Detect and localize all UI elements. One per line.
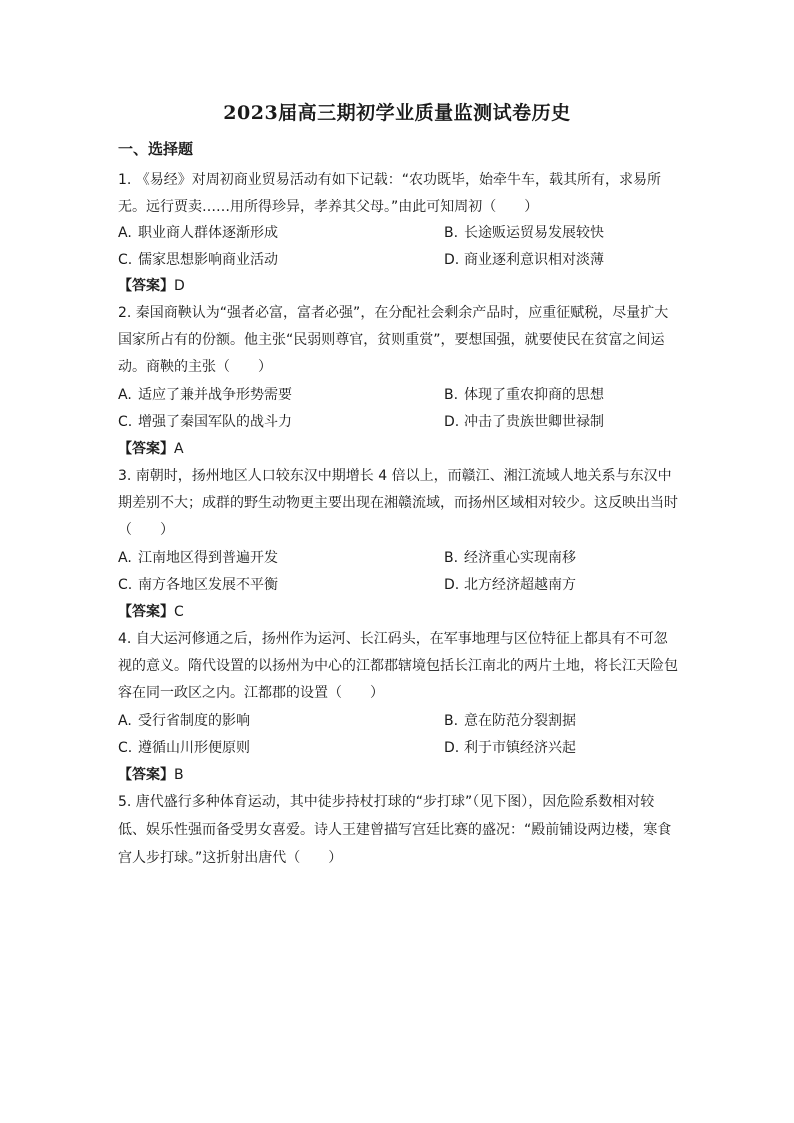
question-3-answer: 【答案】C xyxy=(118,604,184,620)
section-heading: 一、选择题 xyxy=(118,140,194,158)
question-3-option-b: B. 经济重心实现南移 xyxy=(444,550,576,566)
question-3-line-3: （ ） xyxy=(118,522,174,538)
question-3-option-c: C. 南方各地区发展不平衡 xyxy=(118,577,278,593)
question-2-option-d: D. 冲击了贵族世卿世禄制 xyxy=(444,414,604,430)
question-4-line-1: 4. 自大运河修通之后，扬州作为运河、长江码头，在军事地理与区位特征上都具有不可忽 xyxy=(118,631,668,647)
question-5-line-3: 宫人步打球。”这折射出唐代（ ） xyxy=(118,850,343,866)
question-5-line-2: 低、娱乐性强而备受男女喜爱。诗人王建曾描写宫廷比赛的盛况：“殿前铺设两边楼，寒食 xyxy=(118,822,672,838)
question-1-option-a: A. 职业商人群体逐渐形成 xyxy=(118,225,278,241)
question-2-line-2: 国家所占有的份额。他主张“民弱则尊官，贫则重赏”，要想国强，就要使民在贫富之间运 xyxy=(118,332,665,348)
question-2-line-1: 2. 秦国商鞅认为“强者必富，富者必强”，在分配社会剩余产品时，应重征赋税，尽量扩大 xyxy=(118,305,669,321)
question-4-line-3: 容在同一政区之内。江都郡的设置（ ） xyxy=(118,685,384,701)
question-4-line-2: 视的意义。隋代设置的以扬州为中心的江都郡辖境包括长江南北的两片土地，将长江天险包 xyxy=(118,658,678,674)
question-4-option-a: A. 受行省制度的影响 xyxy=(118,713,250,729)
question-1-line-2: 无。远行贾卖……用所得珍异，孝养其父母。”由此可知周初（ ） xyxy=(118,199,539,215)
question-3-line-2: 期差别不大；成群的野生动物更主要出现在湘赣流域，而扬州区域相对较少。这反映出当时 xyxy=(118,495,678,511)
question-4-option-c: C. 遵循山川形便原则 xyxy=(118,740,250,756)
question-3-option-d: D. 北方经济超越南方 xyxy=(444,577,576,593)
question-1-option-c: C. 儒家思想影响商业活动 xyxy=(118,252,278,268)
question-4-option-b: B. 意在防范分裂割据 xyxy=(444,713,576,729)
question-2-option-c: C. 增强了秦国军队的战斗力 xyxy=(118,414,292,430)
question-1-line-1: 1. 《易经》对周初商业贸易活动有如下记载：“农功既毕，始牵牛车，载其所有，求易所 xyxy=(118,172,662,188)
page-title: 2023届高三期初学业质量监测试卷历史 xyxy=(223,102,571,124)
question-5-line-1: 5. 唐代盛行多种体育运动，其中徒步持杖打球的“步打球”（见下图），因危险系数相对较 xyxy=(118,794,655,810)
question-4-option-d: D. 利于市镇经济兴起 xyxy=(444,740,576,756)
question-2-line-3: 动。商鞅的主张（ ） xyxy=(118,359,272,375)
question-2-answer: 【答案】A xyxy=(118,441,184,457)
question-2-option-b: B. 体现了重农抑商的思想 xyxy=(444,387,604,403)
question-1-option-b: B. 长途贩运贸易发展较快 xyxy=(444,225,604,241)
question-2-option-a: A. 适应了兼并战争形势需要 xyxy=(118,387,292,403)
question-1-answer: 【答案】D xyxy=(118,278,185,294)
question-1-option-d: D. 商业逐利意识相对淡薄 xyxy=(444,252,604,268)
question-3-option-a: A. 江南地区得到普遍开发 xyxy=(118,550,278,566)
question-4-answer: 【答案】B xyxy=(118,767,184,783)
question-3-line-1: 3. 南朝时，扬州地区人口较东汉中期增长 4 倍以上，而赣江、湘江流域人地关系与东汉中 xyxy=(118,468,672,484)
